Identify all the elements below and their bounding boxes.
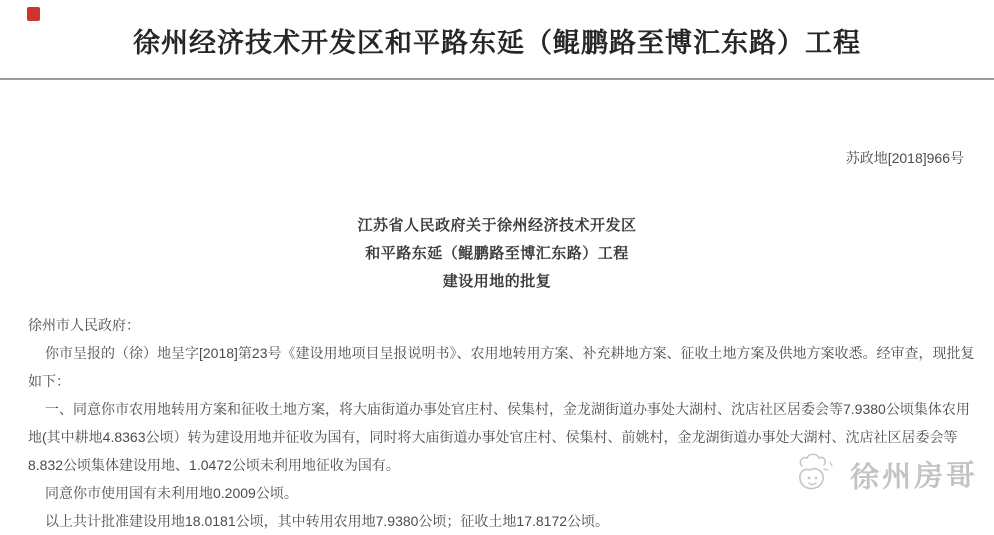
- document-heading-line-1: 江苏省人民政府关于徐州经济技术开发区: [357, 217, 637, 234]
- red-corner-badge-icon: [27, 7, 40, 21]
- paragraph-3: 同意你市使用国有未利用地0.2009公顷。: [45, 485, 298, 501]
- article-title: 徐州经济技术开发区和平路东延（鲲鹏路至博汇东路）工程: [133, 28, 861, 58]
- document-heading-line-3: 建设用地的批复: [442, 273, 552, 290]
- watermark-text: 徐州房哥: [849, 459, 979, 494]
- salutation: 徐州市人民政府：: [28, 317, 140, 333]
- document-number: 苏政地[2018]966号: [845, 150, 964, 166]
- paragraph-1: 你市呈报的（徐）地呈字[2018]第23号《建设用地项目呈报说明书》、农用地转用方案、补充耕地方案、征收土地方案及供地方案收悉。经审查，现批复如下：: [28, 345, 975, 389]
- document-heading: [0, 212, 994, 296]
- paragraph-4: 以上共计批准建设用地18.0181公顷，其中转用农用地7.9380公顷；征收土地17.8172公顷。: [45, 513, 610, 529]
- document-heading-line-2: 和平路东延（鲲鹏路至博汇东路）工程: [365, 245, 629, 262]
- document-body: [0, 311, 994, 535]
- paragraph-2: 一、同意你市农用地转用方案和征收土地方案，将大庙街道办事处官庄村、侯集村，金龙湖街道办事处大湖村、沈店社区居委会等7.9380公顷集体农用地(其中耕地4.8363公顷）转为建设用地并征收为国有，同时将大庙街道办事处官庄村、侯集村、前姚村，金龙湖街道办事处大湖村、沈店社区居委会等8.832公顷集体建设用地、1.0472公顷未利用地征收为国有。: [28, 401, 970, 473]
- title-divider: [0, 78, 994, 80]
